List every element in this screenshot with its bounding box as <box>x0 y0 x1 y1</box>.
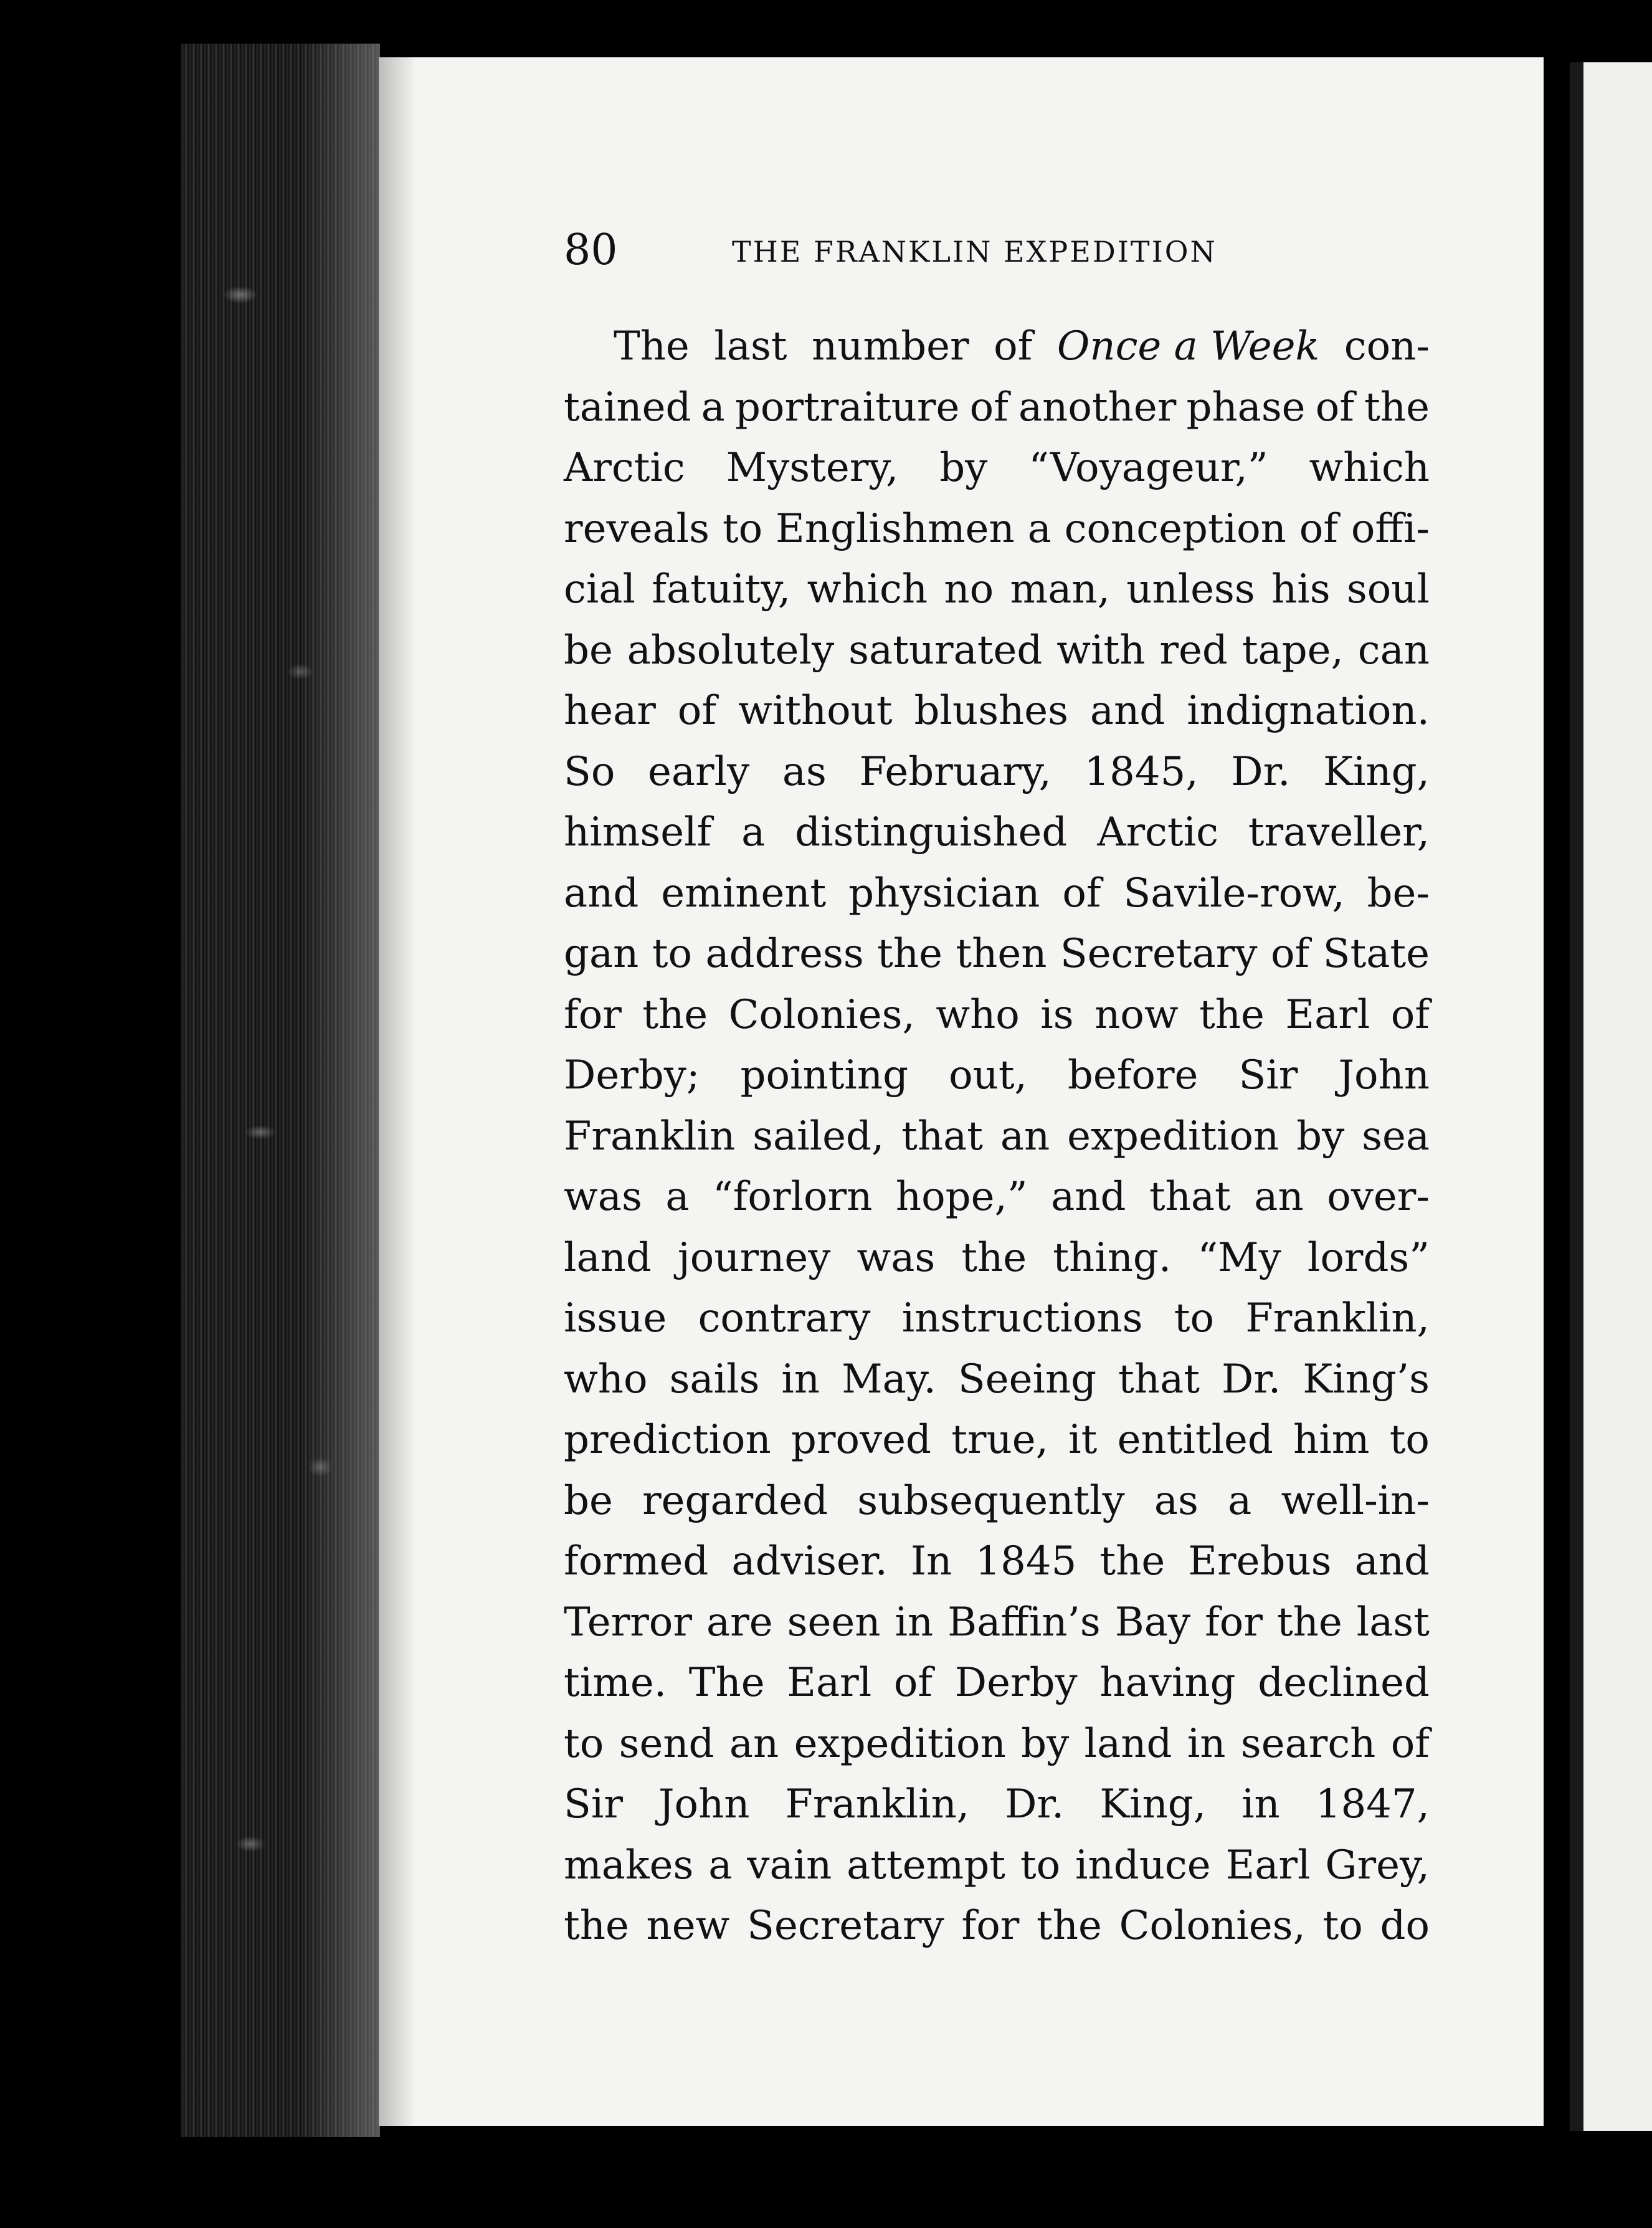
word: for <box>564 991 622 1038</box>
word: State <box>1322 931 1430 977</box>
word: King, <box>1099 1781 1207 1827</box>
word: 1847, <box>1315 1781 1430 1827</box>
word: seen <box>787 1599 881 1645</box>
word: the <box>1099 1538 1165 1584</box>
text-line <box>564 1714 1430 1775</box>
word: In <box>910 1538 952 1584</box>
word: Secretary <box>747 1903 944 1949</box>
word: to <box>1174 1295 1214 1341</box>
word: and <box>1089 688 1165 734</box>
word: thing. <box>1053 1234 1172 1281</box>
word: traveller, <box>1248 809 1430 855</box>
word: to <box>564 1720 604 1767</box>
word: that <box>1149 1174 1231 1220</box>
word: the <box>1364 384 1430 431</box>
word: a <box>708 1842 733 1888</box>
word: So <box>564 748 615 795</box>
word: issue <box>564 1295 667 1341</box>
word: send <box>619 1720 714 1767</box>
word: makes <box>564 1842 694 1888</box>
word: fatuity, <box>652 566 791 612</box>
page-number: 80 <box>564 226 618 275</box>
word: in <box>1241 1781 1280 1827</box>
word: another <box>1018 384 1177 431</box>
word: Grey, <box>1325 1842 1430 1888</box>
text-line <box>564 681 1430 742</box>
word: out, <box>949 1052 1027 1098</box>
word: induce <box>1075 1842 1211 1888</box>
word: John <box>1338 1052 1430 1098</box>
word: instructions <box>901 1295 1143 1341</box>
body-text <box>564 317 1430 1957</box>
word: himself <box>564 809 712 855</box>
text-line <box>564 1107 1430 1168</box>
word: that <box>1118 1356 1200 1402</box>
word: which <box>807 566 928 612</box>
text-line <box>564 802 1430 864</box>
word: his <box>1271 566 1331 612</box>
word: Savile-row, <box>1123 870 1345 916</box>
word: tained <box>564 384 691 431</box>
word: tape, <box>1241 627 1344 674</box>
text-line <box>564 1228 1430 1289</box>
book-page-edges <box>181 44 380 2137</box>
word: to <box>722 505 763 552</box>
word: address <box>705 931 864 977</box>
word: saturated <box>848 627 1043 674</box>
word: a <box>1027 505 1051 552</box>
word: proved <box>790 1417 931 1463</box>
text-line <box>564 438 1430 499</box>
word: Colonies, <box>1119 1903 1306 1949</box>
word: Derby <box>954 1660 1078 1706</box>
word: the <box>1037 1903 1102 1949</box>
word: 1845, <box>1084 748 1199 795</box>
word: Arctic <box>564 445 685 491</box>
word: “forlorn <box>713 1174 873 1220</box>
word: who <box>564 1356 648 1402</box>
word: do <box>1380 1903 1430 1949</box>
text-line <box>564 1288 1430 1350</box>
word: Derby; <box>564 1052 700 1098</box>
word: Once a Week <box>1056 323 1320 369</box>
word: search <box>1240 1720 1376 1767</box>
word: offi- <box>1351 505 1430 552</box>
word: distinguished <box>795 809 1068 855</box>
word: February, <box>859 748 1051 795</box>
word: having <box>1099 1660 1236 1706</box>
word: in <box>895 1599 934 1645</box>
word: Baffin’s <box>947 1599 1101 1645</box>
word: last <box>1356 1599 1430 1645</box>
word: Dr. <box>1222 1356 1281 1402</box>
word: an <box>1000 1113 1050 1159</box>
word: con- <box>1344 323 1430 369</box>
word: the <box>1199 991 1265 1038</box>
word: entitled <box>1117 1417 1273 1463</box>
word: phase <box>1186 384 1306 431</box>
word: soul <box>1346 566 1430 612</box>
word: Terror <box>564 1599 692 1645</box>
text-line <box>564 378 1430 439</box>
word: be <box>564 627 613 674</box>
word: the <box>877 931 942 977</box>
text-line <box>564 1471 1430 1532</box>
word: by <box>1296 1113 1345 1159</box>
word: him <box>1293 1417 1370 1463</box>
word: before <box>1067 1052 1199 1098</box>
word: declined <box>1258 1660 1430 1706</box>
text-line <box>564 499 1430 560</box>
word: the <box>1276 1599 1342 1645</box>
word: of <box>1062 870 1101 916</box>
word: attempt <box>847 1842 1006 1888</box>
word: in <box>781 1356 820 1402</box>
word: an <box>729 1720 779 1767</box>
word: The <box>688 1660 765 1706</box>
text-line <box>564 559 1430 621</box>
word: of <box>1270 931 1310 977</box>
word: indignation. <box>1187 688 1430 734</box>
word: for <box>961 1903 1020 1949</box>
word: for <box>1205 1599 1263 1645</box>
word: an <box>1254 1174 1304 1220</box>
word: new <box>646 1903 730 1949</box>
word: Mystery, <box>726 445 899 491</box>
word: as <box>782 748 827 795</box>
text-line <box>564 864 1430 925</box>
text-line <box>564 1896 1430 1957</box>
word: Franklin, <box>785 1781 970 1827</box>
word: unless <box>1126 566 1255 612</box>
word: Arctic <box>1097 809 1218 855</box>
word: gan <box>564 931 639 977</box>
word: of <box>969 384 1009 431</box>
word: last <box>714 323 787 369</box>
word: Franklin, <box>1245 1295 1430 1341</box>
word: to <box>1322 1903 1363 1949</box>
word: “Voyageur,” <box>1028 445 1268 491</box>
word: Seeing <box>957 1356 1097 1402</box>
word: red <box>1159 627 1228 674</box>
word: the <box>961 1234 1027 1281</box>
word: to <box>652 931 693 977</box>
word: can <box>1357 627 1430 674</box>
word: a <box>665 1174 690 1220</box>
word: man, <box>1010 566 1110 612</box>
word: of <box>1390 1720 1430 1767</box>
word: with <box>1056 627 1146 674</box>
word: prediction <box>564 1417 771 1463</box>
word: over- <box>1327 1174 1430 1220</box>
word: of <box>1390 991 1430 1038</box>
text-line <box>564 1835 1430 1897</box>
word: be <box>564 1477 613 1524</box>
running-head: THE FRANKLIN EXPEDITION <box>732 235 1217 269</box>
word: be- <box>1367 870 1430 916</box>
word: a <box>1228 1477 1252 1524</box>
word: in <box>1187 1720 1226 1767</box>
word: was <box>564 1174 642 1220</box>
word: cial <box>564 566 635 612</box>
word: is <box>1040 991 1074 1038</box>
word: it <box>1068 1417 1098 1463</box>
word: pointing <box>740 1052 909 1098</box>
word: then <box>956 931 1047 977</box>
word: time. <box>564 1660 667 1706</box>
text-line <box>564 1531 1430 1592</box>
word: subsequently <box>857 1477 1125 1524</box>
word: Secretary <box>1060 931 1258 977</box>
word: land <box>564 1234 652 1281</box>
word: and <box>1051 1174 1126 1220</box>
word: “My <box>1197 1234 1281 1281</box>
word: physician <box>848 870 1040 916</box>
word: eminent <box>661 870 827 916</box>
word: hope,” <box>895 1174 1028 1220</box>
word: The <box>614 323 690 369</box>
word: a <box>741 809 766 855</box>
text-line <box>564 742 1430 803</box>
text-line <box>564 1653 1430 1714</box>
word: Colonies, <box>728 991 915 1038</box>
word: adviser. <box>731 1538 888 1584</box>
text-line <box>564 1045 1430 1107</box>
word: was <box>857 1234 936 1281</box>
word: are <box>706 1599 773 1645</box>
word: expedition <box>1067 1113 1279 1159</box>
word: well-in- <box>1281 1477 1430 1524</box>
text-line <box>564 1167 1430 1228</box>
word: land <box>1084 1720 1172 1767</box>
word: Dr. <box>1231 748 1291 795</box>
word: Bay <box>1114 1599 1191 1645</box>
text-line <box>564 985 1430 1046</box>
word: lords” <box>1307 1234 1430 1281</box>
adjacent-page-edge <box>1570 62 1652 2131</box>
word: formed <box>564 1538 709 1584</box>
word: journey <box>677 1234 831 1281</box>
word: sails <box>669 1356 760 1402</box>
word: Dr. <box>1005 1781 1065 1827</box>
word: who <box>936 991 1020 1038</box>
text-line <box>564 1774 1430 1835</box>
word: Sir <box>1238 1052 1298 1098</box>
word: as <box>1154 1477 1199 1524</box>
word: to <box>1389 1417 1430 1463</box>
word: King’s <box>1303 1356 1430 1402</box>
text-line <box>564 621 1430 682</box>
word: of <box>994 323 1033 369</box>
word: true, <box>951 1417 1048 1463</box>
word: to <box>1020 1842 1061 1888</box>
word: John <box>658 1781 750 1827</box>
word: of <box>1315 384 1354 431</box>
word: of <box>1299 505 1338 552</box>
text-line <box>564 1350 1430 1411</box>
word: 1845 <box>975 1538 1077 1584</box>
word: which <box>1309 445 1430 491</box>
text-line <box>564 1592 1430 1654</box>
word: sea <box>1362 1113 1430 1159</box>
word: vain <box>747 1842 832 1888</box>
word: King, <box>1323 748 1430 795</box>
word: a <box>701 384 725 431</box>
word: of <box>893 1660 933 1706</box>
word: portraiture <box>734 384 960 431</box>
word: by <box>1021 1720 1070 1767</box>
word: hear <box>564 688 656 734</box>
word: number <box>812 323 969 369</box>
text-line <box>564 924 1430 985</box>
word: the <box>564 1903 629 1949</box>
text-line <box>564 317 1430 378</box>
word: and <box>564 870 639 916</box>
word: Earl <box>1285 991 1370 1038</box>
word: Earl <box>787 1660 872 1706</box>
word: Sir <box>564 1781 623 1827</box>
word: by <box>939 445 988 491</box>
word: Franklin <box>564 1113 736 1159</box>
word: that <box>901 1113 983 1159</box>
word: without <box>738 688 893 734</box>
word: of <box>677 688 716 734</box>
word: reveals <box>564 505 710 552</box>
word: absolutely <box>627 627 835 674</box>
word: sailed, <box>752 1113 885 1159</box>
word: now <box>1094 991 1179 1038</box>
word: Earl <box>1225 1842 1311 1888</box>
word: the <box>642 991 708 1038</box>
word: early <box>648 748 750 795</box>
word: May. <box>842 1356 936 1402</box>
text-line <box>564 1410 1430 1471</box>
word: expedition <box>794 1720 1006 1767</box>
word: Englishmen <box>776 505 1015 552</box>
word: conception <box>1064 505 1286 552</box>
word: blushes <box>914 688 1068 734</box>
word: and <box>1354 1538 1430 1584</box>
word: no <box>944 566 994 612</box>
word: Erebus <box>1188 1538 1332 1584</box>
word: contrary <box>698 1295 871 1341</box>
word: regarded <box>642 1477 828 1524</box>
page-header <box>564 226 1430 275</box>
